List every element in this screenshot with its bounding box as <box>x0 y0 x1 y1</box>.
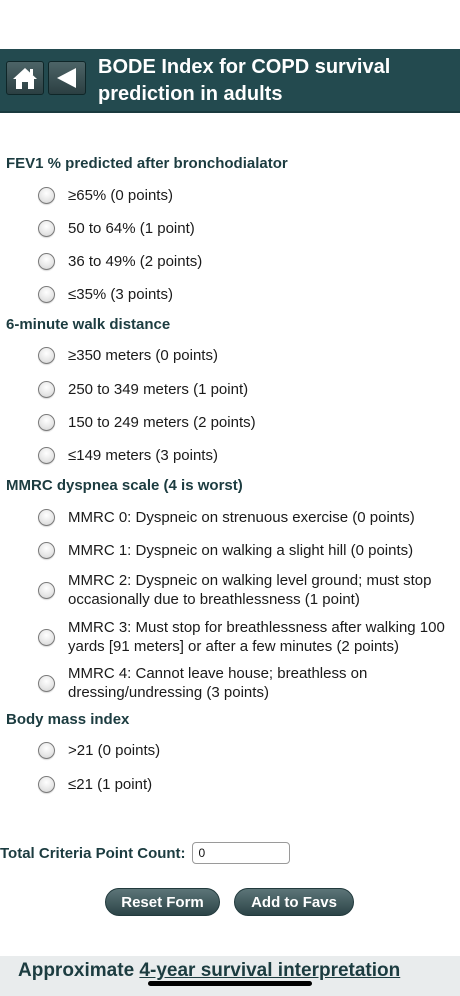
option-bmi-0[interactable] <box>38 741 453 760</box>
option-walk-3[interactable] <box>38 446 453 465</box>
option-label: ≥65% (0 points) <box>68 187 173 204</box>
radio-button[interactable] <box>38 742 55 759</box>
back-button[interactable] <box>48 61 86 95</box>
reset-form-button[interactable]: Reset Form <box>105 888 220 916</box>
radio-button[interactable] <box>38 675 55 692</box>
option-label: ≥350 meters (0 points) <box>68 347 218 364</box>
option-walk-1[interactable] <box>38 380 453 399</box>
radio-button[interactable] <box>38 582 55 599</box>
radio-button[interactable] <box>38 629 55 646</box>
option-label: MMRC 4: Cannot leave house; breathless on dressing/undressing (3 points) <box>68 665 368 701</box>
option-label: 50 to 64% (1 point) <box>68 220 195 237</box>
radio-button[interactable] <box>38 253 55 270</box>
total-row <box>0 842 290 864</box>
option-mmrc-1[interactable] <box>38 541 453 560</box>
option-mmrc-3[interactable] <box>38 618 453 656</box>
option-label: MMRC 2: Dyspneic on walking level ground; must stop occasionally due to breathlessness (1 point) <box>68 572 432 608</box>
option-mmrc-4[interactable] <box>38 664 453 702</box>
option-walk-0[interactable] <box>38 346 453 365</box>
option-bmi-1[interactable] <box>38 775 453 794</box>
option-label: >21 (0 points) <box>68 742 161 759</box>
home-icon <box>12 66 38 90</box>
radio-button[interactable] <box>38 286 55 303</box>
option-fev1-3[interactable] <box>38 285 453 304</box>
radio-button[interactable] <box>38 776 55 793</box>
option-label: MMRC 1: Dyspneic on walking a slight hill (0 points) <box>68 542 414 559</box>
option-label: 36 to 49% (2 points) <box>68 253 203 270</box>
radio-button[interactable] <box>38 542 55 559</box>
option-mmrc-2[interactable] <box>38 571 453 609</box>
option-label: MMRC 0: Dyspneic on strenuous exercise (0 points) <box>68 509 415 526</box>
option-label: 250 to 349 meters (1 point) <box>68 381 249 398</box>
option-mmrc-0[interactable] <box>38 508 453 527</box>
radio-button[interactable] <box>38 447 55 464</box>
total-label: Total Criteria Point Count: <box>0 844 186 862</box>
option-label: 150 to 249 meters (2 points) <box>68 414 256 431</box>
option-fev1-0[interactable] <box>38 186 453 205</box>
option-label: ≤35% (3 points) <box>68 286 173 303</box>
radio-button[interactable] <box>38 381 55 398</box>
home-indicator <box>148 981 312 986</box>
radio-button[interactable] <box>38 509 55 526</box>
interpretation-heading <box>18 960 400 982</box>
interpretation-link[interactable]: 4-year survival interpretation <box>139 960 401 981</box>
radio-button[interactable] <box>38 220 55 237</box>
section-title-bmi: Body mass index <box>6 711 130 728</box>
section-title-mmrc: MMRC dyspnea scale (4 is worst) <box>6 477 243 494</box>
radio-button[interactable] <box>38 187 55 204</box>
option-walk-2[interactable] <box>38 413 453 432</box>
option-label: ≤149 meters (3 points) <box>68 447 218 464</box>
back-arrow-icon <box>54 66 80 90</box>
section-title-walk: 6-minute walk distance <box>6 316 171 333</box>
page-title: BODE Index for COPD survival prediction in adults <box>98 56 391 105</box>
home-button[interactable] <box>6 61 44 95</box>
option-fev1-2[interactable] <box>38 252 453 271</box>
total-points-field[interactable] <box>192 842 290 864</box>
header-bar <box>0 49 460 113</box>
option-fev1-1[interactable] <box>38 219 453 238</box>
add-to-favs-button[interactable]: Add to Favs <box>234 888 354 916</box>
option-label: MMRC 3: Must stop for breathlessness after walking 100 yards [91 meters] or after a few minutes (2 points) <box>68 619 445 655</box>
interpretation-heading-prefix: Approximate <box>18 960 140 981</box>
radio-button[interactable] <box>38 414 55 431</box>
radio-button[interactable] <box>38 347 55 364</box>
section-title-fev1: FEV1 % predicted after bronchodialator <box>6 155 288 172</box>
option-label: ≤21 (1 point) <box>68 776 153 793</box>
